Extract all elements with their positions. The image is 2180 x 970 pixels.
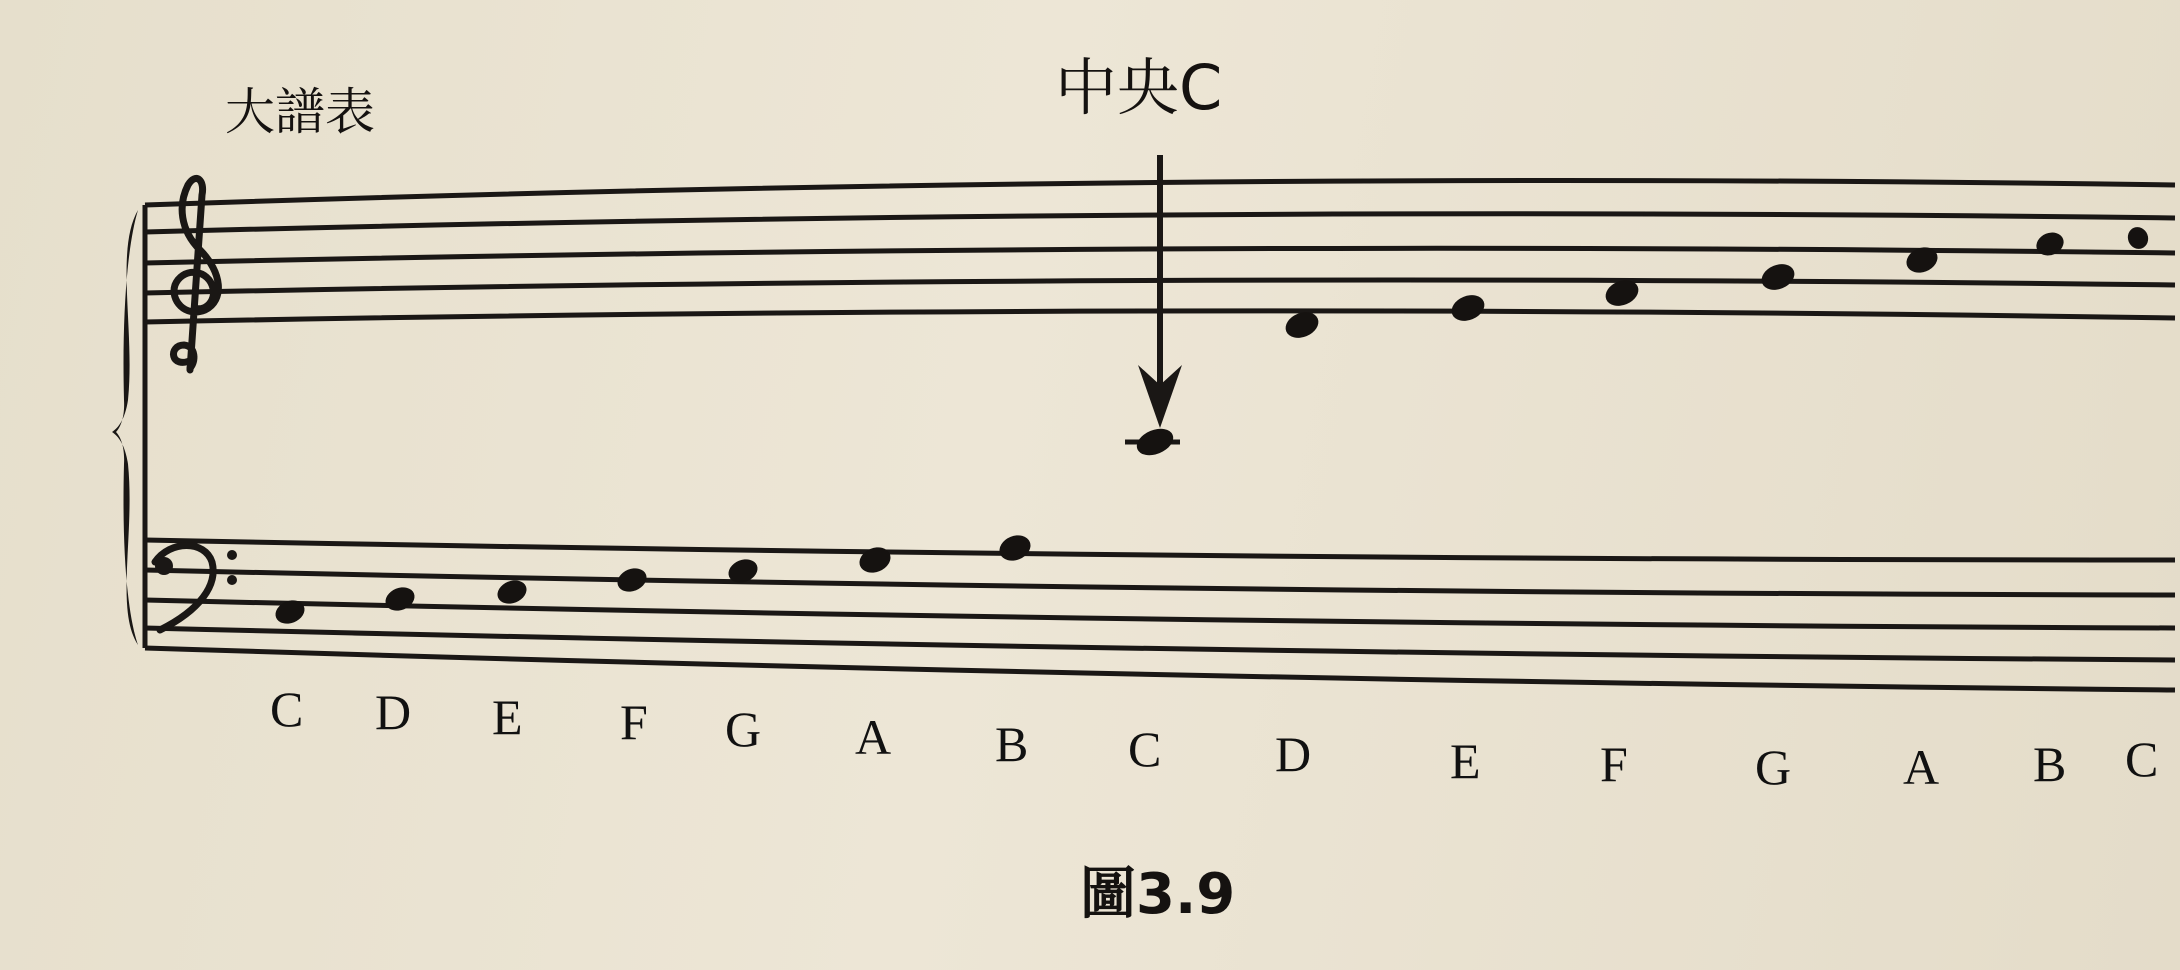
bass-line-5 — [145, 648, 2175, 690]
note-name-e: E — [492, 689, 523, 745]
note-name-g2: G — [1755, 739, 1792, 795]
treble-clef-icon — [174, 178, 219, 370]
note-name-f: F — [620, 694, 648, 750]
bass-line-2 — [145, 570, 2175, 595]
note-name-b: B — [995, 716, 1029, 772]
figure-caption: 圖3.9 — [1080, 862, 1236, 927]
note-name-b2: B — [2033, 736, 2067, 792]
down-arrow-icon — [1138, 155, 1182, 428]
note-name-a2: A — [1903, 739, 1940, 795]
note-name-c3: C — [2125, 731, 2159, 787]
note-bass-e — [494, 576, 530, 608]
note-treble-b — [2033, 229, 2067, 260]
note-name-c: C — [270, 681, 304, 737]
note-name-c2: C — [1128, 721, 1162, 777]
note-middle-c — [1133, 424, 1177, 460]
note-name-g: G — [725, 701, 762, 757]
bass-line-3 — [145, 600, 2175, 628]
note-treble-e — [1448, 291, 1489, 326]
note-name-e2: E — [1450, 733, 1481, 789]
middle-c-label: 中央C — [1055, 51, 1223, 124]
note-name-d2: D — [1275, 726, 1312, 782]
brace-icon — [112, 210, 138, 645]
note-bass-d — [382, 583, 418, 615]
note-name-f2: F — [1600, 736, 1628, 792]
note-name-d: D — [375, 684, 412, 740]
note-bass-f — [614, 564, 650, 596]
bass-staff — [145, 540, 2175, 690]
note-bass-b — [996, 531, 1035, 565]
note-treble-c — [2125, 224, 2152, 252]
note-bass-a — [856, 543, 895, 577]
bass-clef-icon — [155, 546, 237, 631]
note-name-a: A — [855, 709, 892, 765]
bass-line-1 — [145, 540, 2175, 560]
grand-staff-title: 大譜表 — [225, 83, 375, 141]
note-treble-g — [1758, 260, 1799, 295]
